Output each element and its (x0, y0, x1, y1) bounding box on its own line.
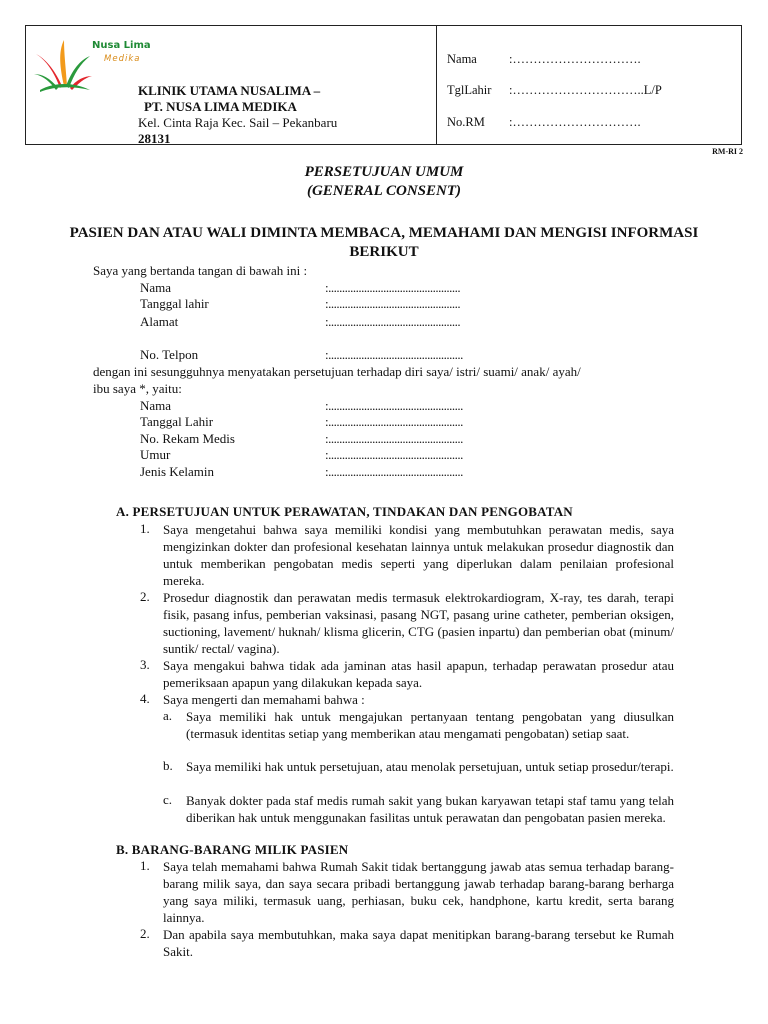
signer-phone-field[interactable]: :................................................. (325, 347, 463, 362)
item-a1-number: 1. (140, 521, 150, 536)
signer-dob-label: Tanggal lahir (140, 296, 209, 311)
clinic-name-line1: KLINIK UTAMA NUSALIMA – (138, 83, 321, 98)
leaf-logo-icon (34, 38, 94, 94)
patient-rm-label: No. Rekam Medis (140, 431, 235, 446)
signer-name-field[interactable]: :................................................ (325, 280, 461, 295)
patient-dob-field[interactable]: :................................................. (325, 414, 463, 429)
consent-statement-line2: ibu saya *, yaitu: (93, 381, 182, 396)
signer-name-label: Nama (140, 280, 172, 295)
clinic-address-line2: 28131 (138, 131, 171, 146)
item-a3-number: 3. (140, 657, 150, 672)
instruction-heading: PASIEN DAN ATAU WALI DIMINTA MEMBACA, MEMAHAMI DAN MENGISI INFORMASI BERIKUT (69, 225, 699, 260)
id-value-name[interactable]: :…………………………. (509, 52, 641, 66)
signer-address-field[interactable]: :................................................ (325, 314, 461, 329)
logo-sub-text: Medika (104, 54, 141, 64)
subitem-c-text: Banyak dokter pada staf medis rumah sakit yang bukan karyawan tetapi staf tamu yang telah diberikan hak untuk menggunakan fasilitas untuk perawatan dan pengobatan pasien mereka. (186, 793, 674, 825)
signer-dob-field[interactable]: :................................................ (325, 296, 461, 311)
item-a1-text: Saya mengetahui bahwa saya memiliki kondisi yang membutuhkan perawatan medis, saya mengizinkan dokter dan profesional kesehatan lainnya untuk melakukan prosedur diagnostik dan untuk memberikan pengobatan medis seperti yang diperlukan dalam penilaian profesional mereka. (163, 522, 674, 588)
consent-statement-line1: dengan ini sesungguhnya menyatakan persetujuan terhadap diri saya/ istri/ suami/ anak/ ayah/ (93, 364, 581, 379)
patient-age-label: Umur (140, 447, 171, 462)
item-b1-text: Saya telah memahami bahwa Rumah Sakit tidak bertanggung jawab atas semua terhadap barang-barang milik saya, dan saya secara pribadi bertanggung jawab terhadap barang-barang berharga yang saya miliki, termasuk uang, perhiasan, buku cek, handphone, kartu kredit, serta barang lainnya. (163, 859, 674, 925)
intro-text: Saya yang bertanda tangan di bawah ini : (93, 263, 308, 278)
id-value-dob[interactable]: :…………………………..L/P (509, 83, 662, 97)
document-title: PERSETUJUAN UMUM (304, 164, 464, 180)
patient-age-field[interactable]: :................................................. (325, 447, 463, 462)
id-row-dob (447, 83, 662, 98)
section-b-heading: B. BARANG-BARANG MILIK PASIEN (116, 842, 349, 857)
clinic-logo (34, 38, 151, 94)
header-box (25, 25, 742, 145)
id-label-dob: TglLahir (447, 83, 492, 97)
subitem-b-text: Saya memiliki hak untuk persetujuan, atau menolak persetujuan, untuk setiap prosedur/terapi. (186, 759, 674, 774)
patient-gender-field[interactable]: :................................................. (325, 464, 463, 479)
item-a2-text: Prosedur diagnostik dan perawatan medis termasuk elektrokardiogram, X-ray, tes darah, terapi fisik, pasang infus, pemberian vaksinasi, pasang NGT, pasang urine catheter, pemberian oksigen, suctioning, lavement/ huknah/ klisma glicerin, CTG (pasien inpartu) dan pemberian obat (minum/ suntik/ rectal/ vagina). (163, 590, 674, 656)
patient-gender-label: Jenis Kelamin (140, 464, 215, 479)
header-divider (436, 26, 437, 144)
item-b1-number: 1. (140, 858, 150, 873)
patient-dob-label: Tanggal Lahir (140, 414, 214, 429)
item-a4-text: Saya mengerti dan memahami bahwa : (163, 692, 365, 707)
id-label-name: Nama (447, 52, 477, 66)
form-code: RM-RI 2 (712, 147, 743, 156)
id-row-rm (447, 115, 641, 130)
item-b2-number: 2. (140, 926, 150, 941)
section-a-heading: A. PERSETUJUAN UNTUK PERAWATAN, TINDAKAN DAN PENGOBATAN (116, 504, 573, 519)
item-a4-number: 4. (140, 691, 150, 706)
subitem-a-letter: a. (163, 708, 173, 723)
id-label-rm: No.RM (447, 115, 485, 129)
item-a2-number: 2. (140, 589, 150, 604)
signer-address-label: Alamat (140, 314, 179, 329)
item-b2-text: Dan apabila saya membutuhkan, maka saya dapat menitipkan barang-barang tersebut ke Rumah Sakit. (163, 927, 674, 959)
patient-name-label: Nama (140, 398, 172, 413)
subitem-c-letter: c. (163, 792, 173, 807)
clinic-name-line2: PT. NUSA LIMA MEDIKA (144, 99, 297, 114)
logo-brand-text: Nusa Lima (92, 40, 151, 51)
document-subtitle: (GENERAL CONSENT) (306, 183, 462, 199)
id-value-rm[interactable]: :…………………………. (509, 115, 641, 129)
signer-phone-label: No. Telpon (140, 347, 199, 362)
id-row-name (447, 52, 641, 67)
subitem-a-text: Saya memiliki hak untuk mengajukan pertanyaan tentang pengobatan yang diusulkan (termasuk identitas setiap yang memberikan atau mengamati pengobatan) setiap saat. (186, 709, 674, 741)
patient-name-field[interactable]: :................................................. (325, 398, 463, 413)
clinic-address-line1: Kel. Cinta Raja Kec. Sail – Pekanbaru (138, 115, 338, 130)
item-a3-text: Saya mengakui bahwa tidak ada jaminan atas hasil apapun, terhadap perawatan prosedur atau pemeriksaan apapun yang dilakukan kepada saya. (163, 658, 674, 690)
subitem-b-letter: b. (163, 758, 173, 773)
patient-rm-field[interactable]: :................................................. (325, 431, 463, 446)
